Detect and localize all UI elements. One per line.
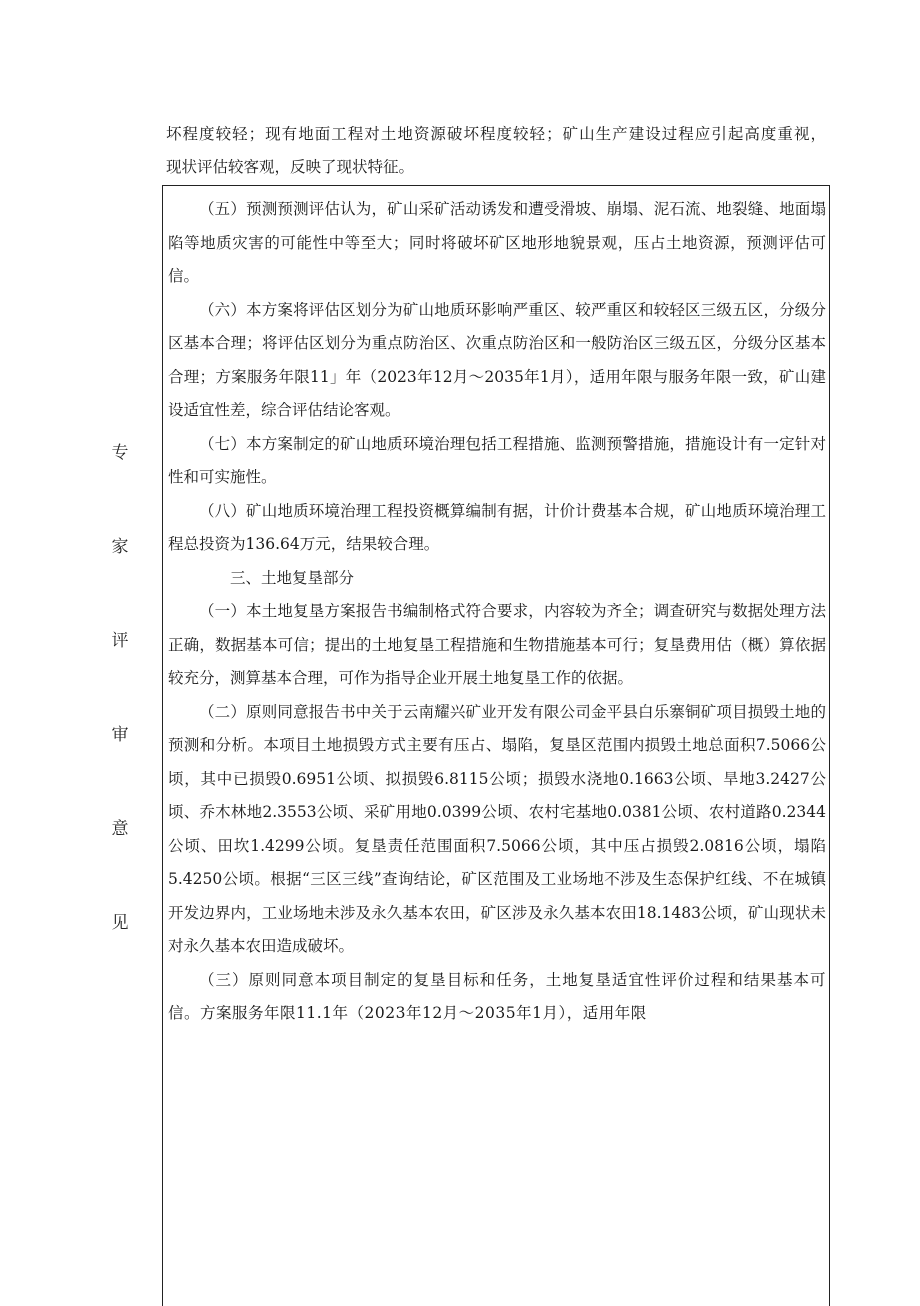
side-label-char-4: 审	[111, 725, 129, 745]
side-label-char-5: 意	[111, 819, 129, 839]
carryover-line-2: 现状评估较客观，反映了现状特征。	[166, 158, 415, 176]
side-label-char-3: 评	[111, 631, 129, 651]
paragraph-8: （八）矿山地质环境治理工程投资概算编制有据，计价计费基本合规，矿山地质环境治理工程总投资为136.64万元，结果较合理。	[168, 501, 826, 553]
paragraph-land-2: （二）原则同意报告书中关于云南耀兴矿业开发有限公司金平县白乐寨铜矿项目损毁土地的预测和分析。本项目土地损毁方式主要有压占、塌陷，复垦区范围内损毁土地总面积7.5066公顷，其中已损毁0.6951公顷、拟损毁6.8115公顷；损毁水浇地0.1663公顷、旱地3.2427公顷、乔木林地2.3553公顷、采矿用地0.0399公顷、农村宅基地0.0381公顷、农村道路0.2344公顷、田坎1.4299公顷。复垦责任范围面积7.5066公顷，其中压占损毁2.0816公顷，塌陷5.4250公顷。根据“三区三线”查询结论，矿区范围及工业场地不涉及生态保护红线、不在城镇开发边界内，工业场地未涉及永久基本农田，矿区涉及永久基本农田18.1483公顷，矿山现状未对永久基本农田造成破坏。	[168, 702, 826, 955]
paragraph-5: （五）预测预测评估认为，矿山采矿活动诱发和遭受滑坡、崩塌、泥石流、地裂缝、地面塌陷等地质灾害的可能性中等至大；同时将破坏矿区地形地貌景观，压占土地资源，预测评估可信。	[168, 200, 826, 285]
paragraph-land-3: （三）原则同意本项目制定的复垦目标和任务，土地复垦适宜性评价过程和结果基本可信。方案服务年限11.1年（2023年12月～2035年1月），适用年限	[168, 970, 826, 1022]
review-opinion-body	[168, 193, 826, 1031]
paragraph-land-1: （一）本土地复垦方案报告书编制格式符合要求，内容较为齐全；调查研究与数据处理方法正确，数据基本可信；提出的土地复垦工程措施和生物措施基本可行；复垦费用估（概）算依据较充分，测算基本合理，可作为指导企业开展土地复垦工作的依据。	[168, 602, 826, 687]
paragraph-6: （六）本方案将评估区划分为矿山地质环影响严重区、较严重区和较轻区三级五区，分级分区基本合理；将评估区划分为重点防治区、次重点防治区和一般防治区三级五区，分级分区基本合理；方案服务年限11」年（2023年12月～2035年1月），适用年限与服务年限一致，矿山建设适宜性差，综合评估结论客观。	[168, 300, 826, 419]
section-heading-land-reclamation: 三、土地复垦部分	[230, 568, 355, 587]
carryover-text	[166, 118, 826, 184]
side-label-char-6: 见	[111, 913, 129, 933]
side-label-char-1: 专	[111, 443, 129, 463]
expert-review-table	[111, 185, 830, 1306]
carryover-line-1: 坏程度较轻；现有地面工程对土地资源破坏程度较轻；矿山生产建设过程应引起高度重视，	[166, 125, 826, 143]
paragraph-7: （七）本方案制定的矿山地质环境治理包括工程措施、监测预警措施，措施设计有一定针对性和可实施性。	[168, 434, 826, 486]
side-label-char-2: 家	[111, 537, 129, 557]
